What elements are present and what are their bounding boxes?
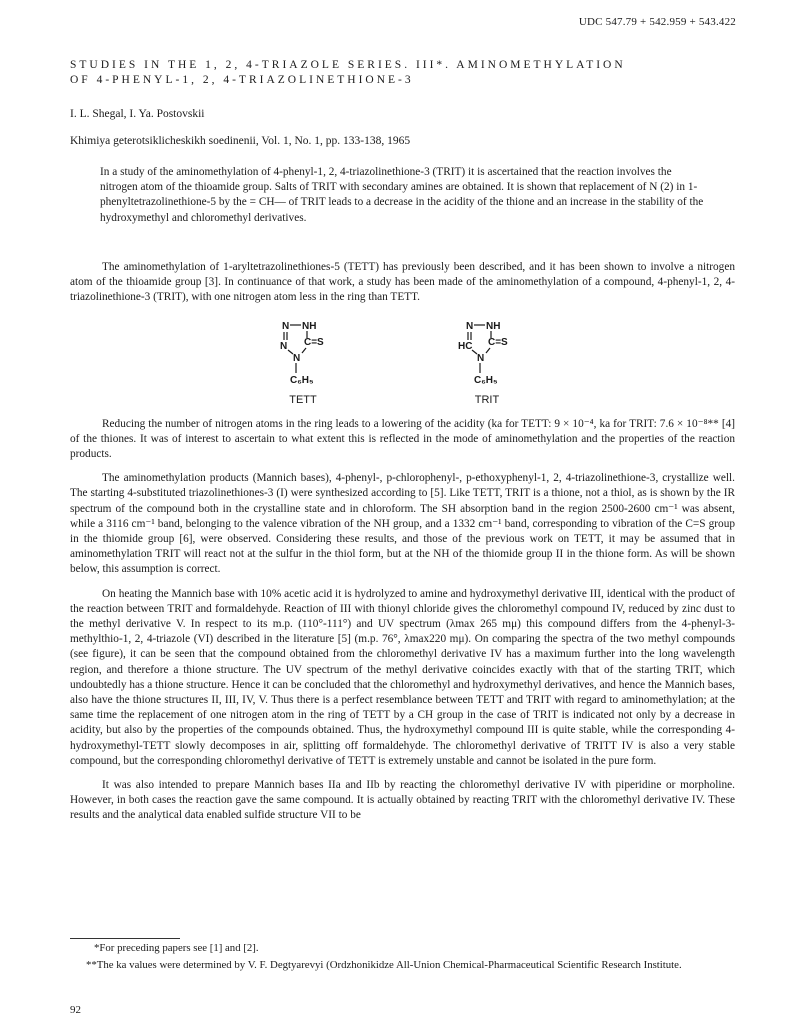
- article-title: [70, 58, 626, 88]
- paragraph-4: On heating the Mannich base with 10% acetic acid it is hydrolyzed to amine and hydroxymethyl derivative III, identical with the product of the reaction between TRIT and formaldehyde. Reaction of III with thionyl chloride gives the chloromethyl compound IV, reduced by zinc dust to the methyl derivative V. In respect to its m.p. (110°-111°) and UV spectrum (λmax 265 mμ) this compound differs from the 4-phenyl-3-methylthio-1, 2, 4-triazole (VI) described in the literature [5] (m.p. 76°, λmax220 mμ). On comparing the spectra of the two methyl compounds (see figure), it can be seen that the compound obtained from the chloromethyl derivative IV has a maximum further into the long wavelength region, and therefore a thione structure. The UV spectrum of the methyl derivative coincides exactly with that of the starting TRIT, which undoubtedly has a thione structure. Hence it can be concluded that the chloromethyl and hydroxymethyl derivatives, and hence the Mannich bases, also have the thione structures II, III, IV, V. Thus there is a perfect resemblance between TETT and TRIT with regard to aminomethylation; at the same time the replacement of one nitrogen atom in the ring of TETT by a CH group in the case of TRIT is indicated not only by a decrease in acidity, but also by the properties of the compounds obtained. Thus, the hydroxymethyl compound III is quite stable, while the corresponding 4-hydroxymethyl-TETT slowly decomposes in air, splitting off formaldehyde. The chloromethyl derivative of TRITT IV is also a very stable compound, but the corresponding chloromethyl derivative of TETT is extremely unstable and cannot be isolated in the pure form.: [70, 587, 735, 767]
- paragraph-1: The aminomethylation of 1-aryltetrazolinethiones-5 (TETT) has previously been described, and it has been shown to involve a nitrogen atom of the thioamide group [3]. In continuance of that work, a study has been made of the aminomethylation of a compound, 4-phenyl-1, 2, 4-triazolinethione-3 (TRIT), with one nitrogen atom less in the ring than TETT.: [70, 261, 735, 304]
- footnote-divider: [70, 938, 180, 939]
- structure-tett: [258, 315, 348, 411]
- trit-atom-nh: NH: [486, 320, 501, 332]
- trit-atom-n4: N: [477, 352, 485, 364]
- tett-atom-nh: NH: [302, 320, 317, 332]
- paragraph-2: Reducing the number of nitrogen atoms in the ring leads to a lowering of the acidity (ka for TETT: 9 × 10⁻⁴, ka for TRIT: 7.6 × 10⁻⁸** [4] of the thiones. It was of interest to ascertain to what extent this is reflected in the mode of aminomethylation and the properties of the reaction products.: [70, 417, 735, 461]
- paragraph-3: The aminomethylation products (Mannich bases), 4-phenyl-, p-chlorophenyl-, p-ethoxyphenyl-1, 2, 4-triazolinethione-3, crystallize well. The starting 4-substituted triazolinethiones-3 (I) were synthesized according to [5]. Like TETT, TRIT is a thione, not a thiol, as is shown by the IR spectrum of the compound both in the crystalline state and in chloroform. The SH absorption band in the region 2500-2600 cm⁻¹ was absent, while a 3116 cm⁻¹ band, belonging to the valence vibration of the NH group, and a 1332 cm⁻¹ band, corresponding to vibration of the C=S group in the thiomide group [6], were observed. Considering these results, and those of the previous work on TETT, it may be assumed that in aminomethylation TRIT will react not at the sulfur in the thiol form, but at the NH of the thiomide group II in the thione form. As will be shown below, this assumption is correct.: [70, 472, 735, 576]
- trit-atom-hc: HC: [458, 340, 473, 352]
- tett-atom-n1: N: [282, 320, 290, 332]
- udc-code: UDC 547.79 + 542.959 + 543.422: [578, 16, 736, 28]
- tett-atom-n4: N: [293, 352, 301, 364]
- paragraph-5: It was also intended to prepare Mannich bases IIa and IIb by reacting the chloromethyl derivative IV with piperidine or morpholine. However, in both cases the reaction gave the same compound. It is actually obtained by reacting TRIT with the chloromethyl derivative IV. These results and the analytical data enabled sulfide structure VII to be: [70, 779, 735, 822]
- title-line-1: STUDIES IN THE 1, 2, 4-TRIAZOLE SERIES. III*. AMINOMETHYLATION: [70, 59, 626, 71]
- tett-atom-n3: N: [280, 340, 288, 352]
- footnote-2: **The ka values were determined by V. F. Degtyarevyi (Ordzhonikidze All-Union Chemical-Pharmaceutical Scientific Research Institute.: [86, 959, 682, 971]
- structure-trit: [442, 315, 532, 411]
- tett-label: TETT: [289, 394, 317, 407]
- trit-atom-cs: C=S: [488, 336, 508, 348]
- title-line-2: OF 4-PHENYL-1, 2, 4-TRIAZOLINETHIONE-3: [70, 74, 414, 86]
- footnote-1: *For preceding papers see [1] and [2].: [94, 942, 259, 954]
- tett-phenyl: C₆H₅: [290, 374, 314, 386]
- page-number: 92: [70, 1004, 81, 1016]
- trit-atom-n1: N: [466, 320, 474, 332]
- trit-phenyl: C₆H₅: [474, 374, 498, 386]
- authors: I. L. Shegal, I. Ya. Postovskii: [70, 108, 205, 120]
- trit-label: TRIT: [474, 394, 500, 407]
- tett-ring-drawing: [258, 315, 348, 395]
- abstract: In a study of the aminomethylation of 4-phenyl-1, 2, 4-triazolinethione-3 (TRIT) it is ascertained that the reaction involves the nitrogen atom of the thioamide group. Salts of TRIT with secondary amines are obtained. It is shown that replacement of N (2) in 1-phenyltetrazolinethione-5 by the = CH— of TRIT leads to a decrease in the acidity of the thione and an increase in the stability of the hydroxymethyl and chloromethyl derivatives.: [100, 166, 704, 224]
- journal-citation: Khimiya geterotsiklicheskikh soedinenii, Vol. 1, No. 1, pp. 133-138, 1965: [70, 135, 411, 147]
- trit-ring-drawing: [442, 315, 532, 395]
- tett-atom-cs: C=S: [304, 336, 324, 348]
- article-body: [70, 260, 735, 833]
- structure-row: [70, 315, 735, 411]
